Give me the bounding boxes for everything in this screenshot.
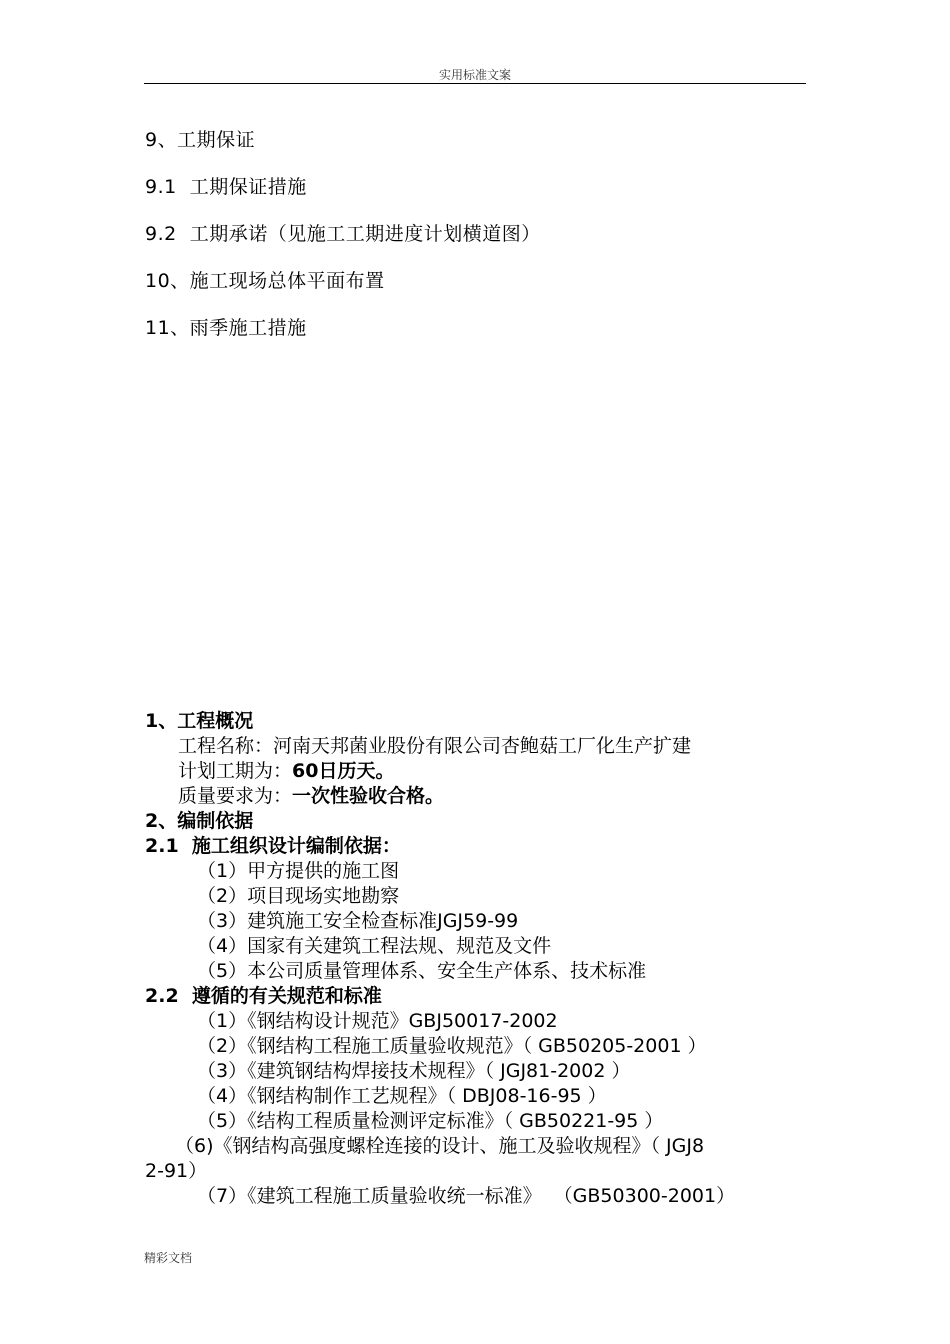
list-item: （6)《钢结构高强度螺栓连接的设计、施工及验收规程》（ JGJ8 <box>175 1135 705 1157</box>
project-name-value: 河南天邦菌业股份有限公司杏鲍菇工厂化生产扩建 <box>273 735 692 757</box>
project-name-line <box>178 734 691 758</box>
list-item-continuation: 2-91） <box>145 1160 208 1182</box>
toc-item: 10、施工现场总体平面布置 <box>145 270 385 292</box>
list-item: （5）《结构工程质量检测评定标准》（ GB50221-95 ） <box>197 1110 664 1132</box>
section-heading: 2、编制依据 <box>145 810 254 832</box>
list-item: （2）项目现场实地勘察 <box>197 885 400 907</box>
subsection-heading: 2.2 遵循的有关规范和标准 <box>145 985 382 1007</box>
quality-line <box>178 784 444 808</box>
section-heading: 1、工程概况 <box>145 710 254 732</box>
quality-value: 一次性验收合格。 <box>292 785 445 807</box>
list-item: （1）《钢结构设计规范》GBJ50017-2002 <box>197 1010 558 1032</box>
list-item: （5）本公司质量管理体系、安全生产体系、技术标准 <box>197 960 647 982</box>
list-item: （7）《建筑工程施工质量验收统一标准》 （GB50300-2001） <box>197 1185 736 1207</box>
toc-item: 9、工期保证 <box>145 129 256 151</box>
page-footer: 精彩文档 <box>144 1251 193 1265</box>
header-divider <box>144 83 806 84</box>
page-header-title: 实用标准文案 <box>438 68 511 82</box>
duration-value: 60日历天。 <box>292 760 395 782</box>
toc-item: 9.1 工期保证措施 <box>145 176 307 198</box>
toc-item: 11、雨季施工措施 <box>145 317 307 339</box>
quality-label: 质量要求为： <box>178 785 293 807</box>
duration-label: 计划工期为： <box>178 760 293 782</box>
list-item: （4）《钢结构制作工艺规程》（ DBJ08-16-95 ） <box>197 1085 607 1107</box>
toc-item: 9.2 工期承诺（见施工工期进度计划横道图） <box>145 223 541 245</box>
list-item: （1）甲方提供的施工图 <box>197 860 400 882</box>
duration-line <box>178 759 394 783</box>
list-item: （2）《钢结构工程施工质量验收规范》（ GB50205-2001 ） <box>197 1035 707 1057</box>
list-item: （3）《建筑钢结构焊接技术规程》（ JGJ81-2002 ） <box>197 1060 631 1082</box>
project-name-label: 工程名称： <box>178 735 274 757</box>
list-item: （4）国家有关建筑工程法规、规范及文件 <box>197 935 552 957</box>
subsection-heading: 2.1 施工组织设计编制依据： <box>145 835 401 857</box>
list-item: （3）建筑施工安全检查标准JGJ59-99 <box>197 910 519 932</box>
